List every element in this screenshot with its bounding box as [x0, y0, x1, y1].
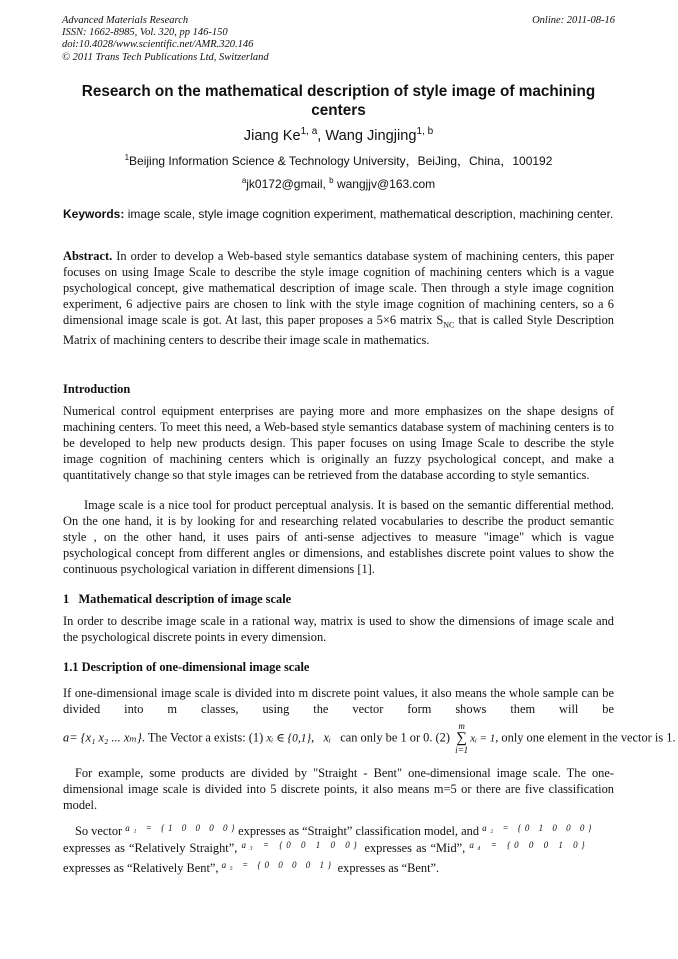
- abstract: [63, 249, 614, 349]
- doi-line: doi:10.4028/www.scientific.net/AMR.320.146: [62, 39, 254, 51]
- condition-variable: xᵢ: [323, 730, 331, 745]
- affiliation-superscript: 1: [124, 153, 130, 162]
- affiliation: [62, 150, 615, 169]
- condition-formula: xᵢ ∈ {0,1}: [266, 732, 312, 745]
- keywords: [63, 207, 614, 222]
- email-superscript: b: [329, 176, 334, 185]
- formula-line: [63, 721, 676, 755]
- introduction-heading: Introduction: [63, 382, 131, 396]
- abstract-subscript: NC: [443, 320, 455, 330]
- vector-a1: a₁ = {1 0 0 0 0}: [125, 823, 239, 833]
- vector-text: expresses as “Mid”,: [364, 841, 466, 855]
- sum-lower-limit: i=1: [455, 745, 469, 755]
- author-superscript: 1, b: [416, 126, 434, 137]
- author-name: Jiang Ke: [243, 127, 301, 144]
- email-address: wangjjv@163.com: [333, 177, 436, 191]
- vector-formula: = {x₁ x₂ ... xₘ}: [69, 730, 142, 745]
- author-superscript: 1, a: [300, 126, 318, 137]
- vector-text: expresses as “Relatively Bent”,: [63, 861, 219, 875]
- issn-line: ISSN: 1662-8985, Vol. 320, pp 146-150: [62, 27, 228, 39]
- abstract-text: In order to develop a Web-based style semantics database system of machining centers, this paper focuses on using Image Scale to describe the style image cognition of machining centers which is a vague psychological concept, give mathematical description of image scale. Then through a style image cognition experiment, 6 adjective pairs are chosen to link with the style image cognition of machining centers, so a 6 dimensional image scale is got. At last, this paper proposes a 5×6 matrix S: [63, 249, 614, 327]
- copyright-line: © 2011 Trans Tech Publications Ltd, Switzerland: [62, 51, 269, 63]
- section-heading: 1 Mathematical description of image scale: [63, 592, 292, 606]
- summation-formula: [455, 722, 468, 755]
- abstract-text-end: that is called Style Description Matrix of machining centers to describe their image scale in mathematics.: [63, 312, 614, 347]
- example-paragraph: For example, some products are divided by "Straight - Bent" one-dimensional image scale. The one-dimensional image scale is divided into 5 discrete points, it also means m=5 or there are five classification model.: [63, 766, 614, 812]
- section-paragraph: In order to describe image scale in a rational way, matrix is used to show the dimensions of image scale and the psychological discrete points in every dimension.: [63, 614, 614, 644]
- vector-a5: a₅ = {0 0 0 0 1}: [221, 860, 335, 870]
- online-date: Online: 2011-08-16: [532, 15, 615, 26]
- email-separator: ,: [322, 177, 330, 191]
- formula-text: , only one element in the vector is 1.: [495, 730, 676, 745]
- keywords-label: Keywords:: [63, 207, 125, 221]
- vector-text: expresses as “Relatively Straight”,: [63, 841, 238, 855]
- formula-text: . The Vector a exists: (1): [141, 730, 267, 745]
- vector-definition-line: [63, 857, 614, 877]
- affiliation-text: Beijing Information Science & Technology University，BeiJing，China，100192: [129, 154, 553, 168]
- author-name: Wang Jingjing: [325, 127, 417, 144]
- subsection-paragraph: [63, 685, 676, 755]
- journal-name: Advanced Materials Research: [62, 15, 189, 26]
- formula-text: can only be 1 or 0. (2): [330, 730, 454, 745]
- journal-header: [62, 15, 269, 64]
- paper-title: Research on the mathematical description of style image of machining centers: [81, 83, 596, 119]
- sigma-symbol: ∑: [456, 730, 467, 746]
- introduction-paragraph: Image scale is a nice tool for product perceptual analysis. It is based on the semantic differential method. On the one hand, it is by looking for and researching related vocabularies to describe the product semantic style , on the other hand, it uses pairs of anti-sense adjectives to measure "image" which is vague psychological concept from different angles or dimensions, and establishes discrete point values to show the continuous psychological variation in different dimensions [1].: [63, 498, 614, 576]
- vector-a2: a₂ = {0 1 0 0 0}: [482, 823, 596, 833]
- sum-upper-limit: m: [458, 721, 465, 731]
- keywords-text: image scale, style image cognition experiment, mathematical description, machining center.: [124, 207, 614, 221]
- formula-comma: ,: [311, 730, 324, 745]
- vector-a3: a₃ = {0 0 1 0 0}: [241, 840, 361, 850]
- email-address: jk0172@gmail: [246, 177, 323, 191]
- abstract-label: Abstract.: [63, 249, 113, 263]
- email-superscript: a: [241, 176, 247, 185]
- paragraph-line: If one-dimensional image scale is divided into m discrete point values, it also means the whole sample can be divided into m classes, using the vector form shows them will be: [63, 686, 614, 716]
- vector-a4: a₄ = {0 0 0 1 0}: [469, 840, 589, 850]
- vector-text: expresses as “Straight” classification model, and: [238, 824, 483, 838]
- vector-text: So vector: [75, 824, 126, 838]
- subsection-heading: 1.1 Description of one-dimensional image scale: [63, 660, 310, 674]
- vector-definition-line: [63, 837, 614, 857]
- author-separator: ,: [317, 127, 326, 144]
- author-list: [62, 123, 615, 145]
- vector-symbol: a: [63, 730, 70, 745]
- vector-text: expresses as “Bent”.: [337, 861, 440, 875]
- email-line: [62, 173, 615, 192]
- sum-expression: xᵢ = 1: [470, 732, 496, 745]
- introduction-paragraph: Numerical control equipment enterprises are paying more and more emphasizes on the shape designs of machining centers. To meet this need, a Web-based style semantics database system of machining centers is to be developed to help new products design. This paper focuses on using Image Scale to describe the style image cognition of machining centers which is originally an fuzzy psychological concept, and make a quantitatively change so that style images can be retrieved from the database according to style semantics.: [63, 404, 614, 482]
